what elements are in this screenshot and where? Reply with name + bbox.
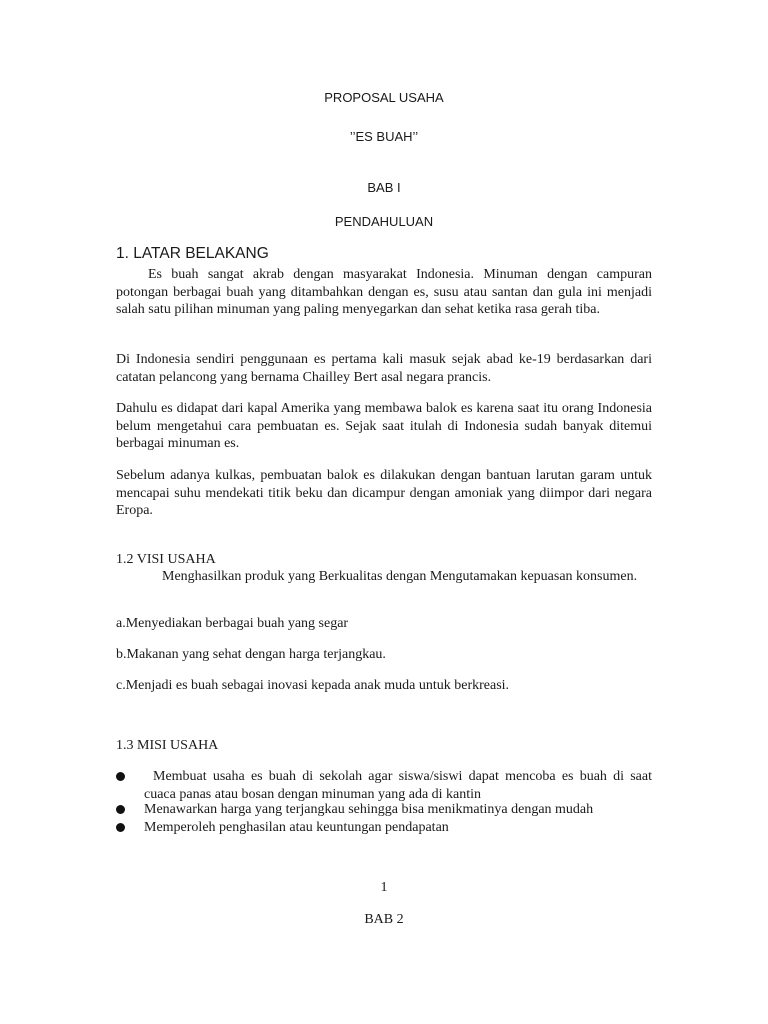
section-heading-visi-usaha: 1.2 VISI USAHA [116, 552, 216, 567]
chapter-number: BAB I [367, 180, 401, 195]
visi-item: c.Menjadi es buah sebagai inovasi kepada anak muda untuk berkreasi. [116, 678, 510, 693]
bullet-text: Membuat usaha es buah di sekolah agar siswa/siswi dapat mencoba es buah di saat cuaca panas atau bosan dengan minuman yang ada di kantin [144, 769, 652, 802]
bullet-text: Memperoleh penghasilan atau keuntungan pendapatan [144, 820, 449, 835]
visi-statement: Menghasilkan produk yang Berkualitas dengan Mengutamakan kepuasan konsumen. [162, 569, 638, 584]
visi-item: b.Makanan yang sehat dengan harga terjangkau. [116, 647, 386, 662]
paragraph: Es buah sangat akrab dengan masyarakat Indonesia. Minuman dengan campuran potongan berbagai buah yang ditambahkan dengan es, susu atau santan dan gula ini menjadi salah satu pilihan minuman yang paling menyegarkan dan sehat ketika rasa gerah tiba. [116, 267, 652, 317]
paragraph: Sebelum adanya kulkas, pembuatan balok es dilakukan dengan bantuan larutan garam untuk mencapai suhu mendekati titik beku dan dicampur dengan amoniak yang diimpor dari negara Eropa. [116, 468, 652, 518]
section-heading-latar-belakang: 1. LATAR BELAKANG [116, 245, 269, 262]
bullet-icon [116, 772, 125, 781]
document-subtitle: ’’ES BUAH’’ [349, 129, 419, 144]
page-number: 1 [380, 880, 388, 895]
bullet-text: Menawarkan harga yang terjangkau sehingga bisa menikmatinya dengan mudah [144, 802, 594, 817]
paragraph: Dahulu es didapat dari kapal Amerika yang membawa balok es karena saat itu orang Indonesia belum mengetahui cara pembuatan es. Sejak saat itulah di Indonesia sudah banyak ditemui berbagai minuman es. [116, 401, 652, 451]
next-chapter-heading: BAB 2 [364, 912, 404, 927]
document-title: PROPOSAL USAHA [324, 90, 444, 105]
paragraph: Di Indonesia sendiri penggunaan es pertama kali masuk sejak abad ke-19 berdasarkan dari catatan pelancong yang bernama Chailley Bert asal negara prancis. [116, 352, 652, 385]
section-heading-misi-usaha: 1.3 MISI USAHA [116, 738, 219, 753]
bullet-icon [116, 823, 125, 832]
bullet-icon [116, 805, 125, 814]
chapter-title: PENDAHULUAN [334, 214, 434, 229]
visi-item: a.Menyediakan berbagai buah yang segar [116, 616, 349, 631]
